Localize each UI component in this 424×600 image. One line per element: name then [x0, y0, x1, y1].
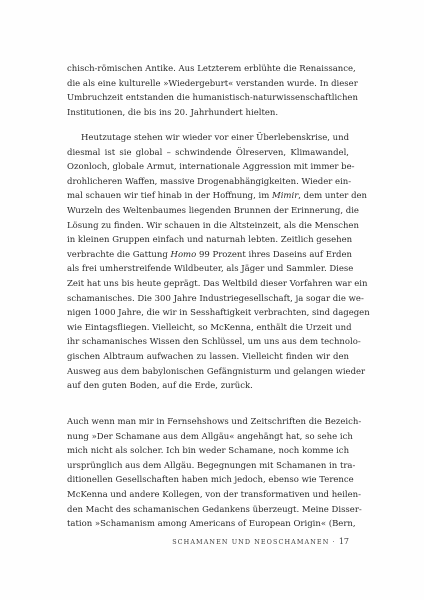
text-line: in kleinen Gruppen einfach und naturnah lebten. Zeitlich gesehen — [67, 235, 353, 246]
text-line: gischen Albtraum aufwachen zu lassen. Vielleicht finden wir den — [67, 351, 349, 362]
text-line: Wurzeln des Weltenbaumes liegenden Brunnen der Erinnerung, die — [67, 205, 359, 216]
text-line: die als eine kulturelle »Wiedergeburt« verstanden wurde. In dieser — [67, 78, 358, 89]
running-title: SCHAMANEN UND NEOSCHAMANEN — [172, 538, 330, 546]
text-line: Zeit hat uns bis heute geprägt. Das Weltbild dieser Vorfahren war ein — [67, 278, 368, 289]
text-line: schamanisches. Die 300 Jahre Industriegesellschaft, ja sogar die we- — [67, 293, 364, 304]
text-line: Institutionen, die bis ins 20. Jahrhundert hielten. — [67, 107, 279, 118]
paragraph-survival-crisis — [67, 131, 370, 394]
text-line: nung »Der Schamane aus dem Allgäu« angehängt hat, so sehe ich — [67, 431, 353, 442]
text-line: drohlicheren Waffen, massive Drogenabhängigkeiten. Wieder ein- — [67, 176, 352, 187]
paragraph-continuation — [67, 62, 358, 120]
text-line: ihr schamanisches Wissen den Schlüssel, um uns aus dem technolo- — [67, 337, 361, 348]
text-line: diesmal ist sie global – schwindende Ölreserven, Klimawandel, — [67, 147, 349, 158]
text-line: McKenna und andere Kollegen, von der transformativen und heilen- — [67, 489, 362, 500]
text-line: wie Eintagsfliegen. Vielleicht, so McKenna, enthält die Urzeit und — [67, 322, 352, 333]
text-line: als frei umherstreifende Wildbeuter, als Jäger und Sammler. Diese — [67, 264, 354, 275]
text-line: tation »Schamanism among Americans of European Origin« (Bern, — [67, 519, 356, 530]
text-line: Lösung zu finden. Wir schauen in die Altsteinzeit, als die Menschen — [67, 220, 359, 231]
text-line: chisch-römischen Antike. Aus Letzterem erblühte die Renaissance, — [67, 64, 356, 74]
text-line: ditionellen Gesellschaften haben mich jedoch, ebenso wie Terence — [67, 475, 354, 486]
footer-separator: · — [332, 538, 336, 546]
text-line: den Macht des schamanischen Gedankens überzeugt. Meine Disser- — [67, 504, 362, 515]
page-footer — [67, 537, 349, 546]
text-line: Heutzutage stehen wir wieder vor einer Überlebenskrise, und — [81, 133, 350, 143]
text-line: Ozonloch, globale Armut, internationale Aggression mit immer be- — [67, 162, 355, 173]
text-line: auf den guten Boden, auf die Erde, zurück. — [67, 381, 253, 392]
text-line: Umbruchzeit entstanden die humanistisch-naturwissenschaftlichen — [67, 93, 358, 104]
text-line: nigen 1000 Jahre, die wir in Sesshaftigkeit verbrachten, sind dagegen — [67, 308, 370, 319]
text-line: mal schauen wir tief hinab in der Hoffnung, im Mimir, dem unter den — [67, 191, 368, 202]
text-line: Ausweg aus dem babylonischen Gefängnisturm und gelangen wieder — [67, 366, 366, 377]
text-line: ursprünglich aus dem Allgäu. Begegnungen mit Schamanen in tra- — [67, 460, 356, 471]
text-line: verbrachte die Gattung Homo 99 Prozent ihres Daseins auf Erden — [67, 249, 352, 260]
text-line: mich nicht als solcher. Ich bin weder Schamane, noch komme ich — [67, 446, 350, 457]
page-number: 17 — [338, 537, 349, 546]
text-line: Auch wenn man mir in Fernsehshows und Zeitschriften die Bezeich- — [67, 417, 362, 427]
paragraph-schamane-allgaeu — [67, 415, 362, 532]
